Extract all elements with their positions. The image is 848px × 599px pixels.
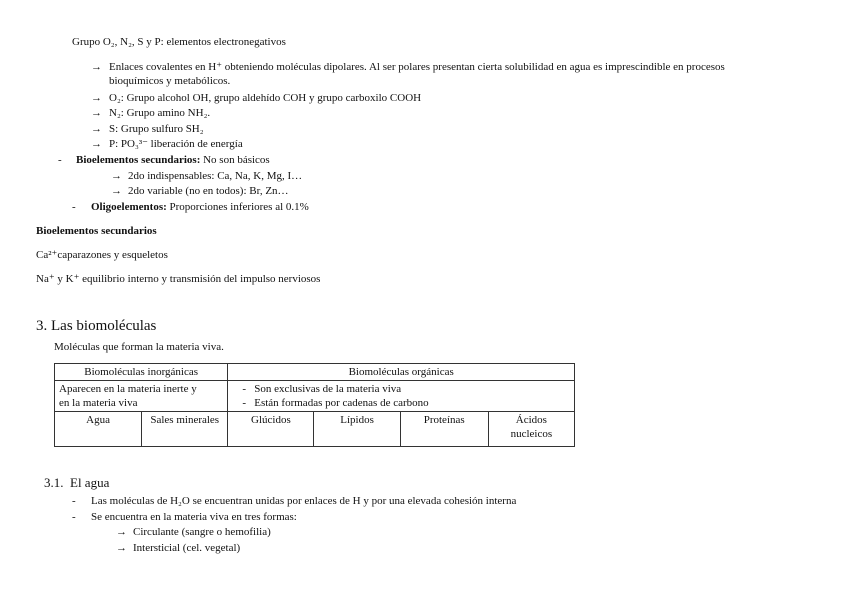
inorganic-header: Biomoléculas inorgánicas: [55, 364, 228, 381]
organic-description-line: - Están formadas por cadenas de carbono: [242, 397, 429, 409]
secundarios-heading: Bioelementos secundarios: [36, 225, 157, 237]
arrow-icon: →: [111, 185, 122, 197]
group-heading: Grupo O₂, N₂, S y P: elementos electronegativos: [72, 36, 286, 48]
group-item: Enlaces covalentes en H⁺ obteniendo moléculas dipolares. Al ser polares presentan cierta solubilidad en agua es imprescindible en procesos: [109, 61, 725, 73]
inorganic-description-line: en la materia viva: [59, 397, 138, 409]
secondary-subitem: 2do variable (no en todos): Br, Zn…: [128, 185, 289, 197]
section-3-number: 3.: [36, 318, 48, 334]
arrow-icon: →: [91, 92, 102, 104]
section-3-1-number: 3.1.: [44, 475, 64, 490]
secondary-subitem: 2do indispensables: Ca, Na, K, Mg, I…: [128, 170, 303, 182]
table-cell: Ácidos nucleicos: [488, 412, 574, 447]
water-item: Se encuentra en la materia viva en tres formas:: [91, 511, 297, 523]
group-item: O₂: Grupo alcohol OH, grupo aldehído COH y grupo carboxilo COOH: [109, 92, 422, 104]
table-cell: Proteínas: [400, 412, 488, 447]
biomolecules-table: [54, 363, 575, 447]
group-item-continuation: bioquímicos y metabólicos.: [109, 75, 231, 87]
arrow-icon: →: [111, 170, 122, 182]
group-item: N₂: Grupo amino NH₂.: [109, 107, 211, 119]
organic-description: [228, 381, 575, 412]
arrow-icon: →: [91, 61, 102, 73]
dash-bullet: -: [242, 397, 246, 409]
inorganic-description-line: Aparecen en la materia inerte y: [59, 383, 197, 395]
table-cell: Sales minerales: [142, 412, 228, 447]
section-3-title-text: Las biomoléculas: [51, 318, 157, 334]
group-item: P: PO₃³⁻ liberación de energía: [109, 138, 243, 150]
section-3-title: [36, 319, 156, 333]
table-cell: Agua: [55, 412, 142, 447]
arrow-icon: →: [116, 526, 127, 538]
inorganic-description: [55, 381, 228, 412]
arrow-icon: →: [116, 542, 127, 554]
section-3-intro: Moléculas que forman la materia viva.: [54, 341, 224, 353]
dash-bullet: -: [72, 495, 76, 507]
dash-bullet: -: [58, 154, 62, 166]
water-form: Circulante (sangre o hemofilia): [133, 526, 271, 538]
group-item: S: Grupo sulfuro SH₂: [109, 123, 204, 135]
organic-header: Biomoléculas orgánicas: [228, 364, 575, 381]
calcium-line: Ca²⁺caparazones y esqueletos: [36, 249, 168, 261]
dash-bullet: -: [242, 383, 246, 395]
secondary-item: [76, 153, 270, 167]
oligo-item: [91, 200, 309, 214]
secondary-text: No son básicos: [200, 154, 270, 166]
arrow-icon: →: [91, 138, 102, 150]
dash-bullet: -: [72, 201, 76, 213]
section-3-1-title: [44, 476, 109, 490]
secondary-label: Bioelementos secundarios:: [76, 154, 201, 166]
table-cell: Lípidos: [314, 412, 400, 447]
section-3-1-title-text: El agua: [70, 475, 110, 490]
water-form: Intersticial (cel. vegetal): [133, 542, 241, 554]
water-item: Las moléculas de H₂O se encuentran unidas por enlaces de H y por una elevada cohesión interna: [91, 495, 517, 507]
arrow-icon: →: [91, 123, 102, 135]
oligo-label: Oligoelementos:: [91, 201, 167, 213]
arrow-icon: →: [91, 107, 102, 119]
sodium-potassium-line: Na⁺ y K⁺ equilibrio interno y transmisión del impulso nerviosos: [36, 273, 321, 285]
oligo-text: Proporciones inferiores al 0.1%: [166, 201, 309, 213]
dash-bullet: -: [72, 511, 76, 523]
organic-description-line: - Son exclusivas de la materia viva: [242, 383, 402, 395]
table-cell: Glúcidos: [228, 412, 314, 447]
